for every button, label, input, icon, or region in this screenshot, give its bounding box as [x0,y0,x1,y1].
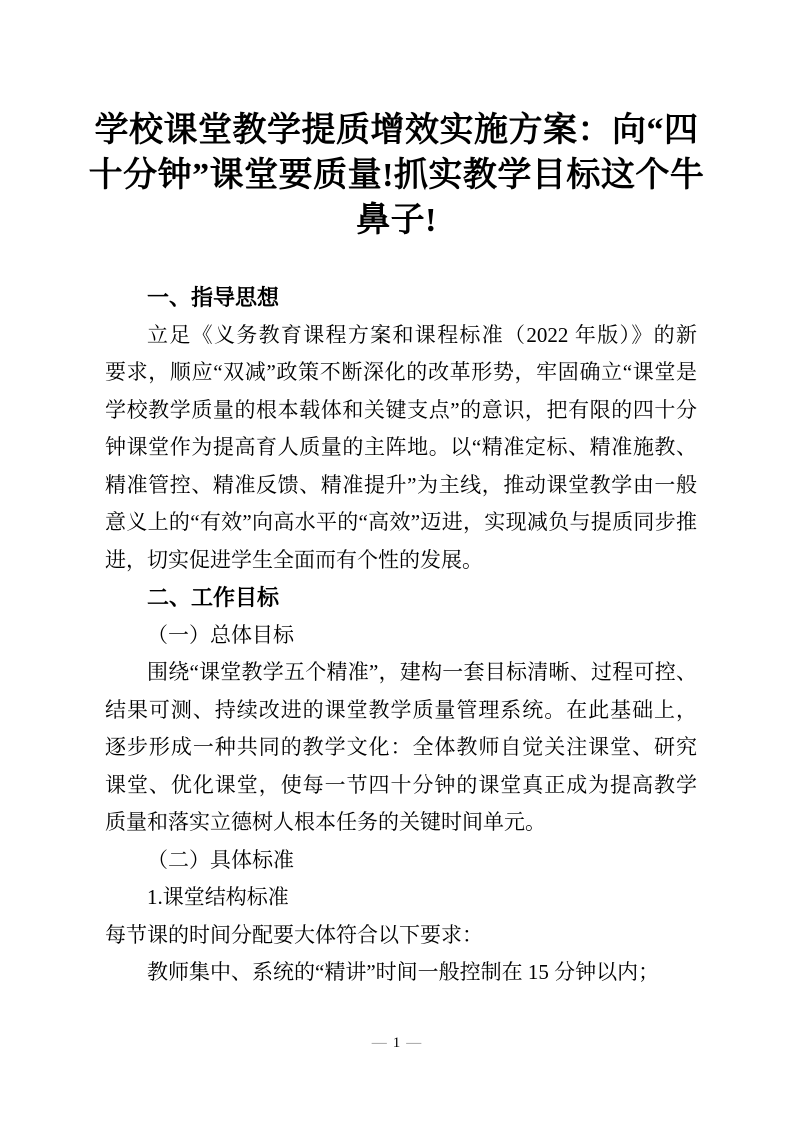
lead-line: 每节课的时间分配要大体符合以下要求： [105,922,483,947]
document-title-line-1: 学校课堂教学提质增效实施方案：向“四 [94,112,699,149]
section-2-heading: 二、工作目标 [147,585,280,610]
subsection-2-heading: （二）具体标准 [147,847,294,872]
paragraph-line: 逐步形成一种共同的教学文化：全体教师自觉关注课堂、研究 [105,735,697,759]
document-body [105,279,697,992]
document-title-line-2: 十分钟”课堂要质量!抓实教学目标这个牛 [88,157,705,194]
document-title-line-3: 鼻子! [356,202,437,239]
numbered-item-heading: 1.课堂结构标准 [147,885,289,909]
page-footer [0,1031,793,1055]
paragraph-line: 钟课堂作为提高育人质量的主阵地。以“精准定标、精准施教、 [105,435,697,459]
paragraph-line: 意义上的“有效”向高水平的“高效”迈进，实现减负与提质同步推 [105,510,697,534]
paragraph-line: 结果可测、持续改进的课堂教学质量管理系统。在此基础上， [105,697,697,722]
paragraph-line: 要求，顺应“双减”政策不断深化的改革形势，牢固确立“课堂是 [105,360,697,384]
paragraph-line: 教师集中、系统的“精讲”时间一般控制在 15 分钟以内； [147,960,660,984]
paragraph-line: 精准管控、精准反馈、精准提升”为主线，推动课堂教学由一般 [105,472,697,497]
subsection-1-heading: （一）总体目标 [147,622,294,647]
paragraph-line: 进，切实促进学生全面而有个性的发展。 [105,547,483,572]
paragraph-line: 立足《义务教育课程方案和课程标准（2022 年版）》的新 [147,322,697,347]
footer-left-dash: — [371,1035,387,1051]
footer-right-dash: — [406,1035,422,1051]
document-title [78,108,715,243]
paragraph-line: 质量和落实立德树人根本任务的关键时间单元。 [105,810,546,834]
section-1-heading: 一、指导思想 [147,285,280,310]
paragraph-line: 学校教学质量的根本载体和关键支点”的意识，把有限的四十分 [105,397,697,422]
page-number: 1 [392,1035,401,1051]
paragraph-line: 围绕“课堂教学五个精准”，建构一套目标清晰、过程可控、 [147,660,697,684]
paragraph-line: 课堂、优化课堂，使每一节四十分钟的课堂真正成为提高教学 [105,772,697,797]
